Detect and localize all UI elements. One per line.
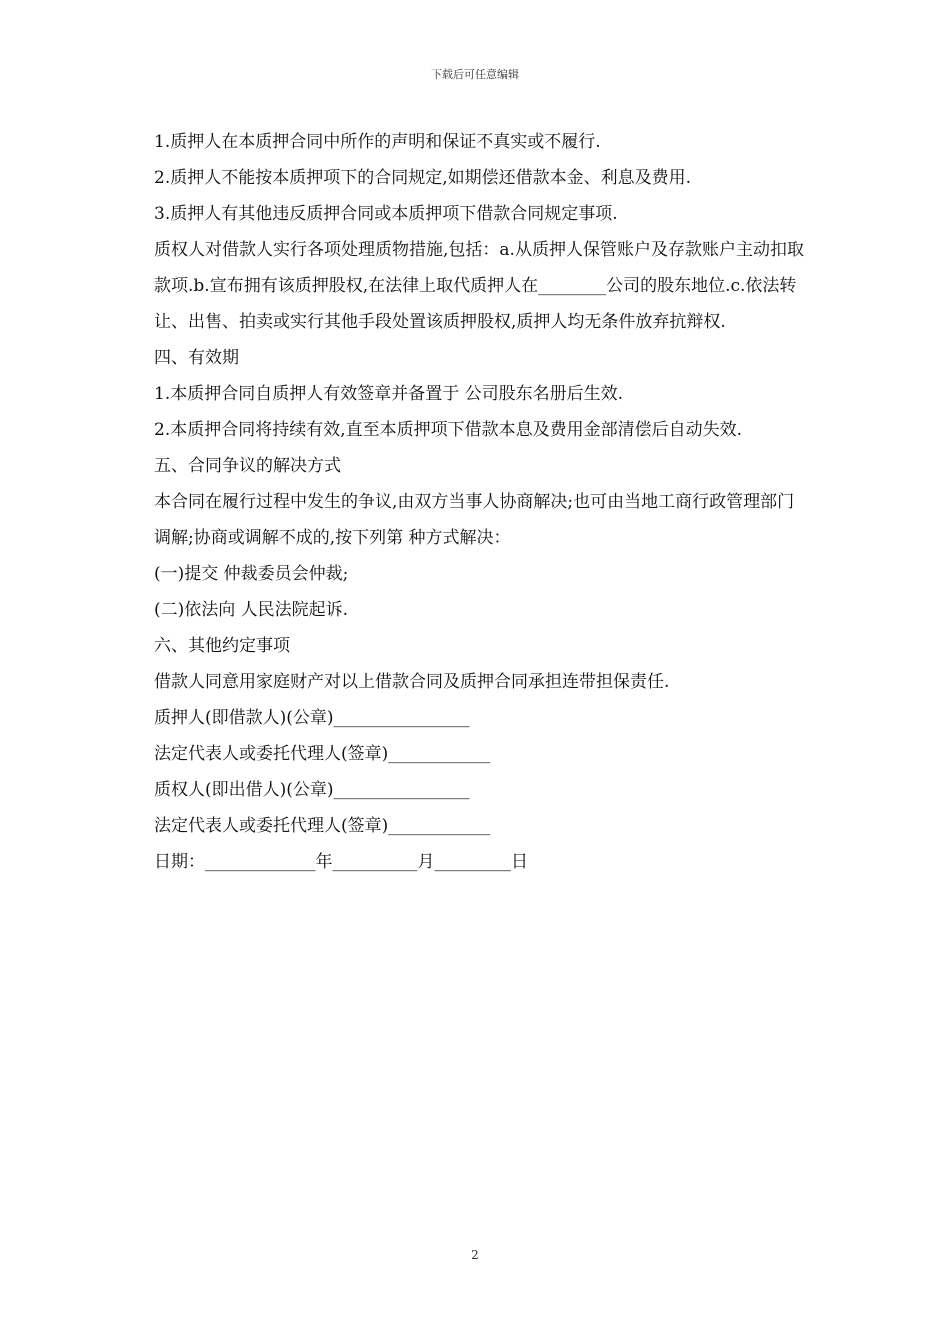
page-header: 下载后可任意编辑 [431, 68, 519, 81]
dispute-option-2: (二)依法向 人民法院起诉. [154, 600, 349, 620]
remedies-paragraph: 质权人对借款人实行各项处理质物措施,包括：a.从质押人保管账户及存款账户主动扣取款项.b.宣布拥有该质押股权,在法律上取代质押人在________公司的股东地位.c.依法转让、出售、拍卖或实行其他手段处置该质押股权,质押人均无条件放弃抗辩权. [154, 240, 804, 332]
dispute-paragraph: 本合同在履行过程中发生的争议,由双方当事人协商解决;也可由当地工商行政管理部门调解;协商或调解不成的,按下列第 种方式解决： [154, 492, 795, 548]
signature-line-pledgor: 质押人(即借款人)(公章)________________ [154, 708, 470, 728]
date-line: 日期：_____________年__________月_________日 [154, 852, 528, 872]
dispute-option-1: (一)提交 仲裁委员会仲裁; [154, 564, 349, 584]
validity-item-1: 1.本质押合同自质押人有效签章并备置于 公司股东名册后生效. [154, 384, 624, 404]
signature-line-pledgor-representative: 法定代表人或委托代理人(签章)____________ [154, 744, 491, 764]
clause-item-1: 1.质押人在本质押合同中所作的声明和保证不真实或不履行. [154, 132, 601, 152]
section-heading-validity: 四、有效期 [154, 348, 239, 368]
signature-line-pledgee: 质权人(即出借人)(公章)________________ [154, 780, 470, 800]
other-terms-paragraph: 借款人同意用家庭财产对以上借款合同及质押合同承担连带担保责任. [154, 672, 670, 692]
page-number: 2 [471, 1248, 479, 1262]
section-heading-other: 六、其他约定事项 [154, 636, 290, 656]
clause-item-2: 2.质押人不能按本质押项下的合同规定,如期偿还借款本金、利息及费用. [154, 168, 692, 188]
document-body [145, 124, 810, 880]
clause-item-3: 3.质押人有其他违反质押合同或本质押项下借款合同规定事项. [154, 204, 618, 224]
validity-item-2: 2.本质押合同将持续有效,直至本质押项下借款本息及费用金部清偿后自动失效. [154, 420, 743, 440]
signature-line-pledgee-representative: 法定代表人或委托代理人(签章)____________ [154, 816, 491, 836]
section-heading-dispute: 五、合同争议的解决方式 [154, 456, 341, 476]
